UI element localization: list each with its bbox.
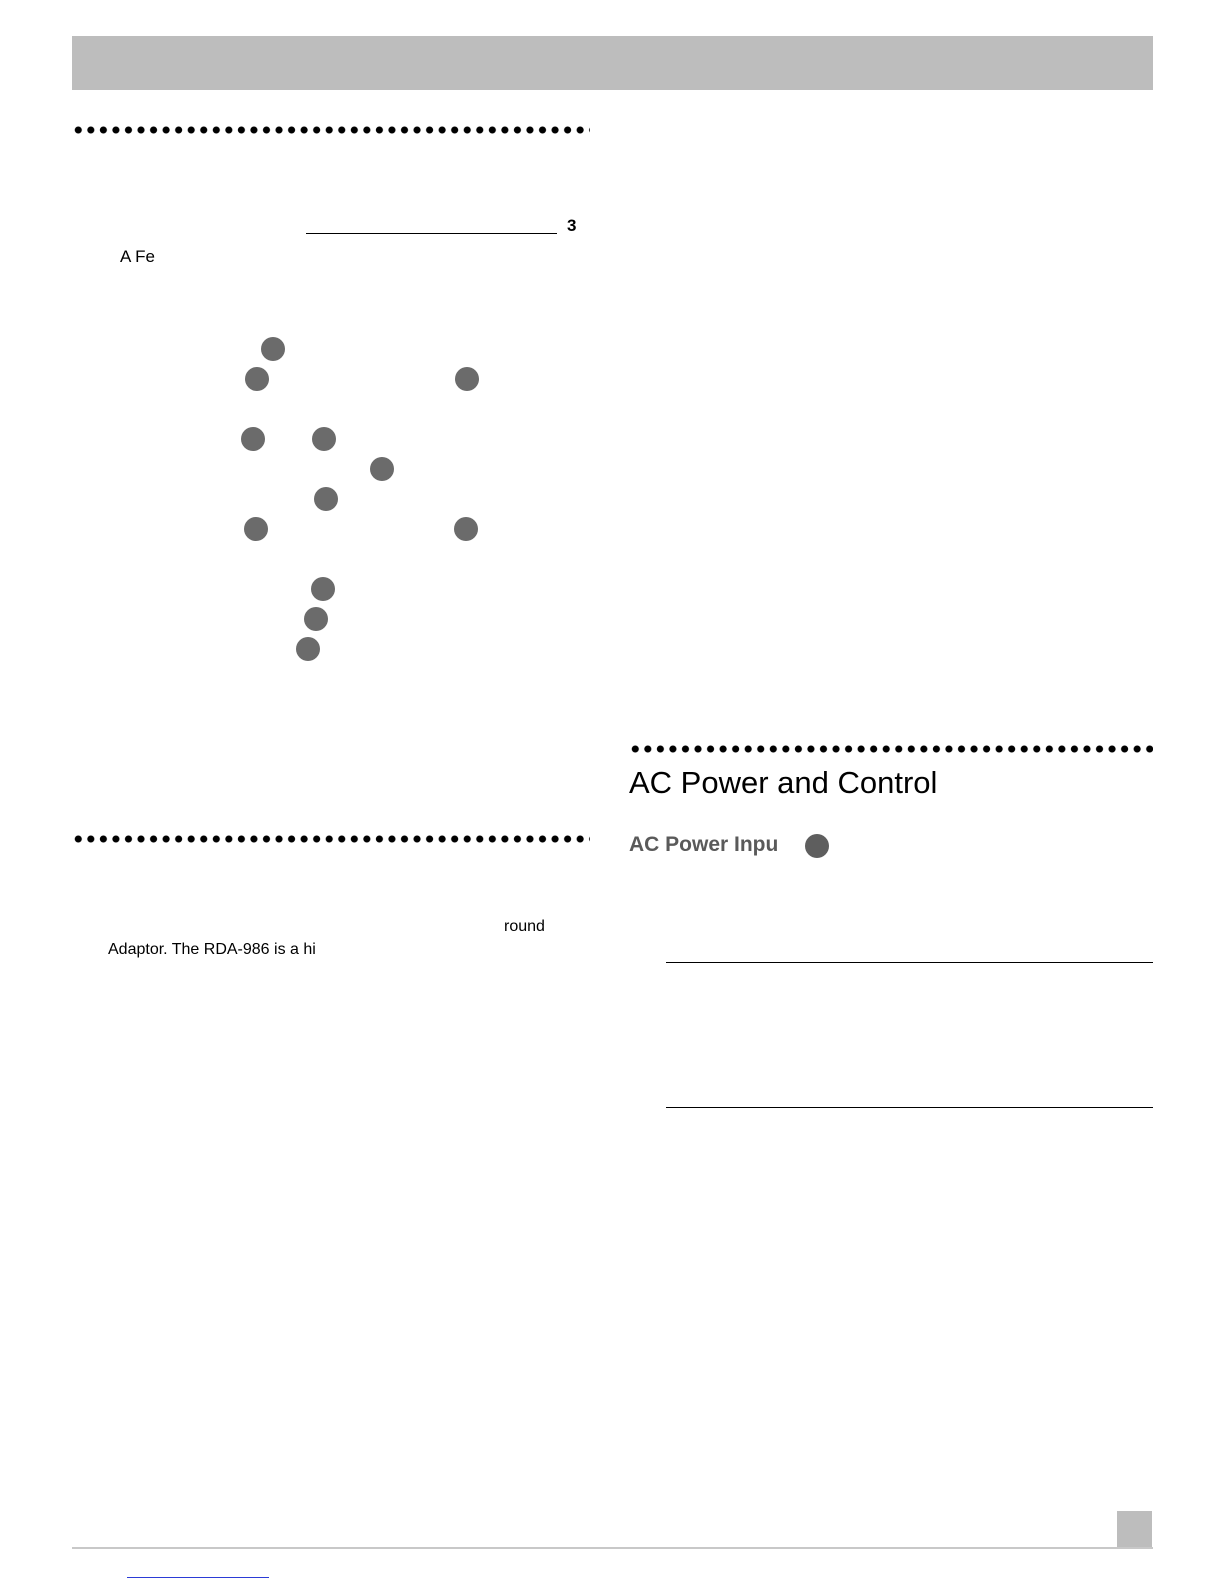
page-number-box	[1117, 1511, 1152, 1549]
note-rule-bottom	[666, 1107, 1153, 1108]
callout-dot	[312, 427, 336, 451]
callout-dot	[241, 427, 265, 451]
toc-leader-line	[306, 233, 557, 234]
intro-fragment-right: round	[504, 918, 545, 935]
callout-dot	[296, 637, 320, 661]
callout-dot	[311, 577, 335, 601]
intro-fragment-left: Adaptor. The RDA-986 is a hi	[108, 941, 316, 958]
section-divider-right	[629, 745, 1153, 753]
section-title: AC Power and Control	[629, 765, 938, 800]
toc-page-number: 3	[567, 216, 577, 235]
callout-dot	[245, 367, 269, 391]
callout-dot	[454, 517, 478, 541]
callout-dot	[304, 607, 328, 631]
footer-rule	[72, 1547, 1153, 1549]
callout-dot	[805, 834, 829, 858]
callout-dot	[370, 457, 394, 481]
note-rule-top	[666, 962, 1153, 963]
callout-dot	[261, 337, 285, 361]
footer-link-underline[interactable]	[127, 1577, 269, 1578]
section-divider-top-left	[72, 126, 590, 134]
subsection-title: AC Power Inpu	[629, 833, 779, 856]
callout-dot	[244, 517, 268, 541]
toc-entry-fragment: A Fe	[120, 247, 155, 266]
callout-dot	[314, 487, 338, 511]
header-band	[72, 36, 1153, 90]
callout-dot	[455, 367, 479, 391]
section-divider-mid-left	[72, 835, 590, 843]
